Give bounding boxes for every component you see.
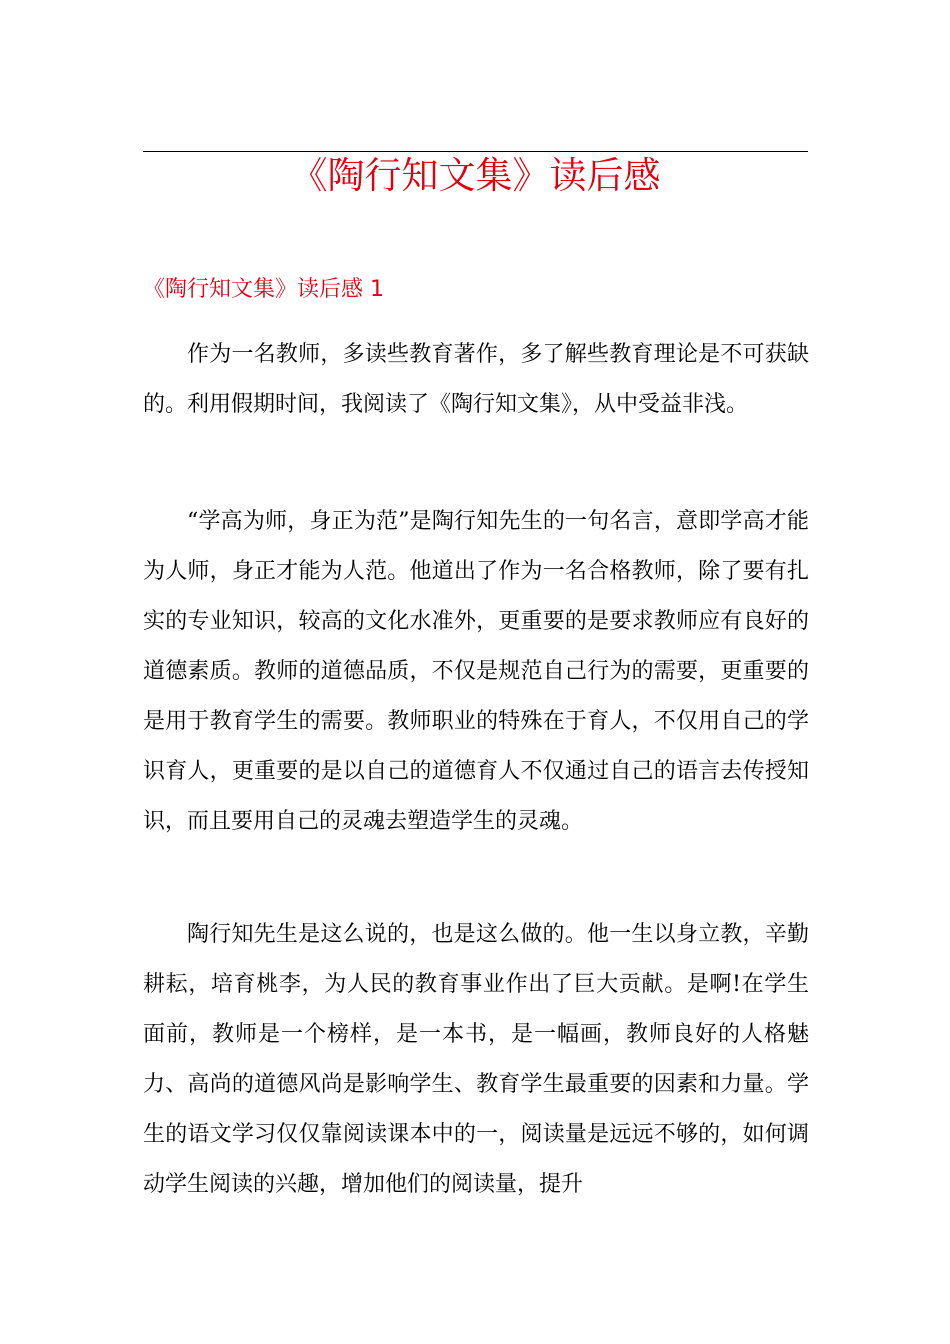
document-title: 《陶行知文集》读后感 [290,154,661,197]
body-paragraph-1: 作为一名教师，多读些教育著作，多了解些教育理论是不可获缺的。利用假期时间，我阅读了《陶行知文集》，从中受益非浅。 [143,342,809,417]
section-heading: 《陶行知文集》读后感 1 [143,277,384,302]
body-paragraph-3: 陶行知先生是这么说的，也是这么做的。他一生以身立教，辛勤耕耘，培育桃李，为人民的教育事业作出了巨大贡献。是啊!在学生面前，教师是一个榜样，是一本书，是一幅画，教师良好的人格魅力、高尚的道德风尚是影响学生、教育学生最重要的因素和力量。学生的语文学习仅仅靠阅读课本中的一，阅读量是远远不够的，如何调动学生阅读的兴趣，增加他们的阅读量，提升 [143,922,809,1197]
body-paragraph-2: “学高为师，身正为范”是陶行知先生的一句名言，意即学高才能为人师，身正才能为人范。他道出了作为一名合格教师，除了要有扎实的专业知识，较高的文化水准外，更重要的是要求教师应有良好的道德素质。教师的道德品质，不仅是规范自己行为的需要，更重要的是用于教育学生的需要。教师职业的特殊在于育人，不仅用自己的学识育人，更重要的是以自己的道德育人不仅通过自己的语言去传授知识，而且要用自己的灵魂去塑造学生的灵魂。 [143,509,809,834]
